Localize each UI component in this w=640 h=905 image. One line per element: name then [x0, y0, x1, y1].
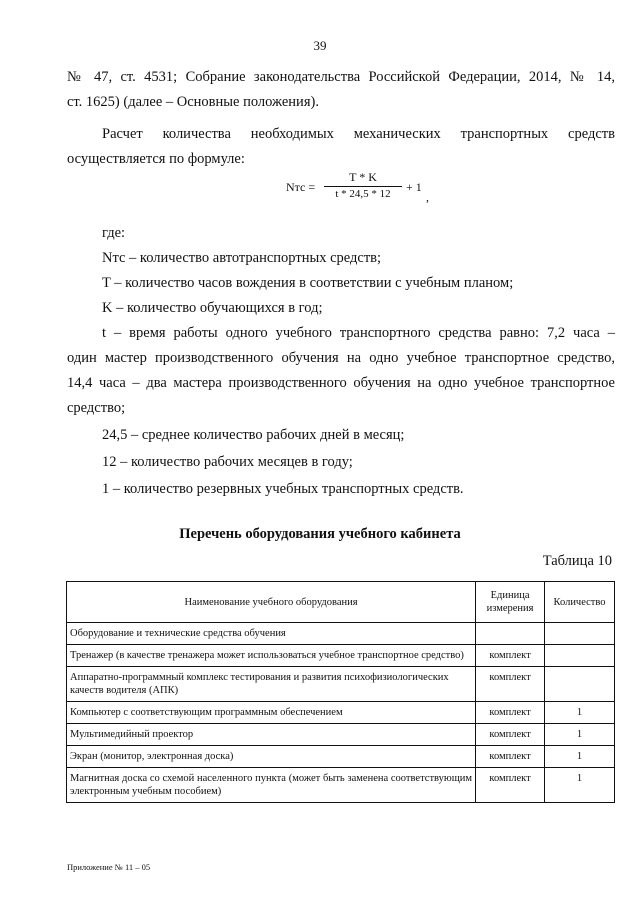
definition: 12 – количество рабочих месяцев в году; — [102, 454, 353, 470]
table-row — [67, 623, 615, 645]
formula — [286, 168, 466, 214]
cell-unit: комплект — [476, 768, 545, 803]
formula-comma: , — [426, 190, 429, 204]
definition: T – количество часов вождения в соответствии с учебным планом; — [102, 275, 514, 291]
section-title: Перечень оборудования учебного кабинета — [179, 526, 461, 542]
cell-qty: 1 — [545, 702, 615, 724]
cell-qty — [545, 645, 615, 667]
table-header-row — [67, 582, 615, 623]
definition: K – количество обучающихся в год; — [102, 300, 323, 316]
formula-fraction — [324, 170, 402, 200]
cell-qty: 1 — [545, 746, 615, 768]
formula-numerator: T * K — [324, 170, 402, 187]
cell-unit: комплект — [476, 746, 545, 768]
cell-name: Мультимедийный проектор — [67, 724, 476, 746]
formula-lhs: Nтс = — [286, 180, 316, 194]
paragraph-line: Расчет количества необходимых механических транспортных средств — [102, 126, 615, 142]
table-row — [67, 768, 615, 803]
definition: t – время работы одного учебного транспортного средства равно: 7,2 часа – — [102, 325, 615, 341]
cell-name: Оборудование и технические средства обучения — [67, 623, 476, 645]
page-number: 39 — [313, 38, 327, 53]
table-row — [67, 702, 615, 724]
cell-name: Аппаратно-программный комплекс тестирования и развития психофизиологических качеств водителя (АПК) — [67, 667, 476, 702]
cell-qty: 1 — [545, 724, 615, 746]
table-caption: Таблица 10 — [542, 553, 612, 569]
table-row — [67, 724, 615, 746]
table-row — [67, 645, 615, 667]
page-footer: Приложение № 11 – 05 — [67, 862, 151, 872]
header-name: Наименование учебного оборудования — [67, 582, 476, 623]
formula-plus: + 1 — [406, 180, 422, 194]
definition: 24,5 – среднее количество рабочих дней в месяц; — [102, 427, 405, 443]
equipment-table — [66, 581, 615, 803]
cell-name: Тренажер (в качестве тренажера может использоваться учебное транспортное средство) — [67, 645, 476, 667]
header-qty: Количество — [545, 582, 615, 623]
cell-unit: комплект — [476, 724, 545, 746]
formula-denominator: t * 24,5 * 12 — [335, 188, 391, 200]
cell-unit: комплект — [476, 667, 545, 702]
header-unit: Единица измерения — [476, 582, 545, 623]
definition: 1 – количество резервных учебных транспортных средств. — [102, 481, 464, 497]
cell-unit — [476, 623, 545, 645]
cell-qty: 1 — [545, 768, 615, 803]
cell-name: Компьютер с соответствующим программным обеспечением — [67, 702, 476, 724]
cell-qty — [545, 623, 615, 645]
cell-name: Магнитная доска со схемой населенного пункта (может быть заменена соответствующим электронным учебным пособием) — [67, 768, 476, 803]
cell-unit: комплект — [476, 702, 545, 724]
where-label: где: — [102, 225, 126, 241]
cell-name: Экран (монитор, электронная доска) — [67, 746, 476, 768]
cell-qty — [545, 667, 615, 702]
paragraph-line: осуществляется по формуле: — [67, 151, 245, 167]
table-row — [67, 667, 615, 702]
definition: Nтс – количество автотранспортных средств; — [102, 250, 382, 266]
paragraph-line: ст. 1625) (далее – Основные положения). — [67, 94, 319, 110]
definition: средство; — [67, 400, 126, 416]
cell-unit: комплект — [476, 645, 545, 667]
definition: один мастер производственного обучения на одно учебное транспортное средство, — [67, 350, 615, 366]
definition: 14,4 часа – два мастера производственного обучения на одно учебное транспортное — [67, 375, 615, 391]
table-row — [67, 746, 615, 768]
paragraph-line: № 47, ст. 4531; Собрание законодательства Российской Федерации, 2014, № 14, — [67, 69, 615, 85]
